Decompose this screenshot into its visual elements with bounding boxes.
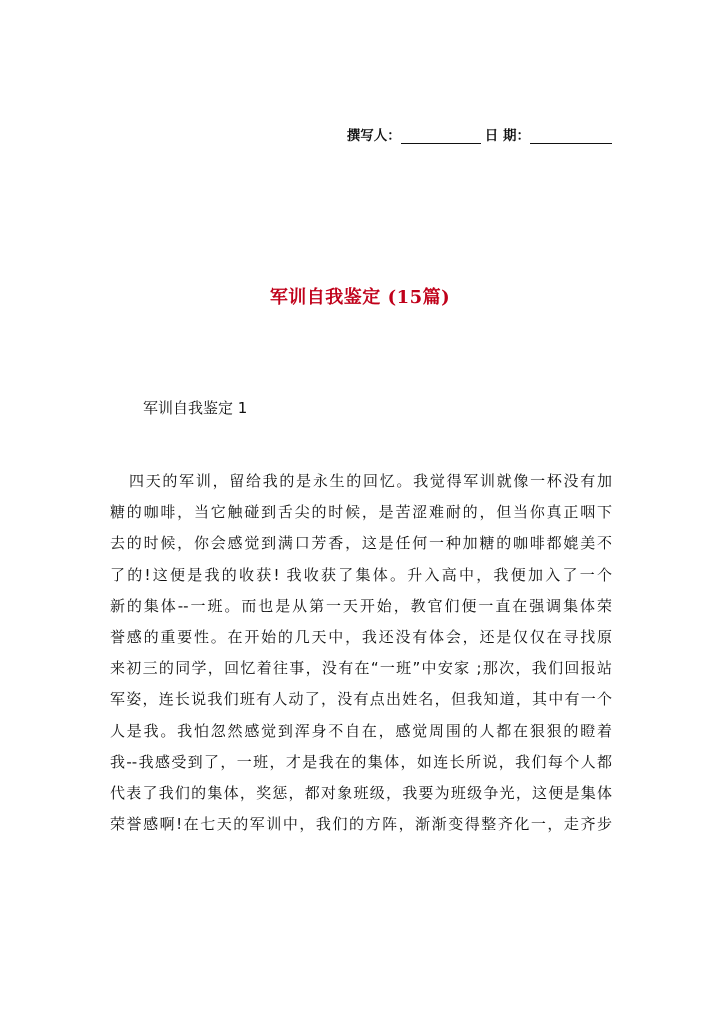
- date-label: 日 期：: [484, 128, 530, 144]
- date-blank: [530, 128, 612, 144]
- section-heading: 军训自我鉴定 1: [143, 399, 248, 417]
- paragraph-line: 去的时候，你会感觉到满口芳香，这是任何一种加糖的咖啡都媲美不: [110, 534, 612, 553]
- paragraph-line: 代表了我们的集体，奖惩，都对象班级，我要为班级争光，这便是集体: [110, 783, 612, 802]
- paragraph-line: 誉感的重要性。在开始的几天中，我还没有体会，还是仅仅在寻找原: [110, 627, 612, 646]
- paragraph-line: 荣誉感啊!在七天的军训中，我们的方阵，渐渐变得整齐化一，走齐步: [110, 815, 612, 834]
- paragraph-line: 来初三的同学，回忆着往事，没有在“一班”中安家 ;那次，我们回报站: [110, 659, 612, 678]
- paragraph-line: 四天的军训，留给我的是永生的回忆。我觉得军训就像一杯没有加: [129, 472, 612, 490]
- document-title: 军训自我鉴定 (15篇): [269, 287, 451, 308]
- body-paragraph: [110, 466, 612, 840]
- paragraph-line: 我--我感受到了，一班，才是我在的集体，如连长所说，我们每个人都: [110, 752, 612, 771]
- author-date-line: [347, 124, 612, 144]
- paragraph-line: 军姿，连长说我们班有人动了，没有点出姓名，但我知道，其中有一个: [110, 690, 612, 709]
- author-label: 撰写人：: [346, 128, 401, 144]
- paragraph-line: 人是我。我怕忽然感觉到浑身不自在，感觉周围的人都在狠狠的瞪着: [110, 721, 612, 740]
- paragraph-line: 了的!这便是我的收获! 我收获了集体。升入高中，我便加入了一个: [110, 565, 612, 584]
- paragraph-line: 新的集体--一班。而也是从第一天开始，教官们便一直在强调集体荣: [110, 596, 612, 615]
- paragraph-line: 糖的咖啡，当它触碰到舌尖的时候，是苦涩难耐的，但当你真正咽下: [110, 503, 612, 522]
- author-blank: [401, 128, 481, 144]
